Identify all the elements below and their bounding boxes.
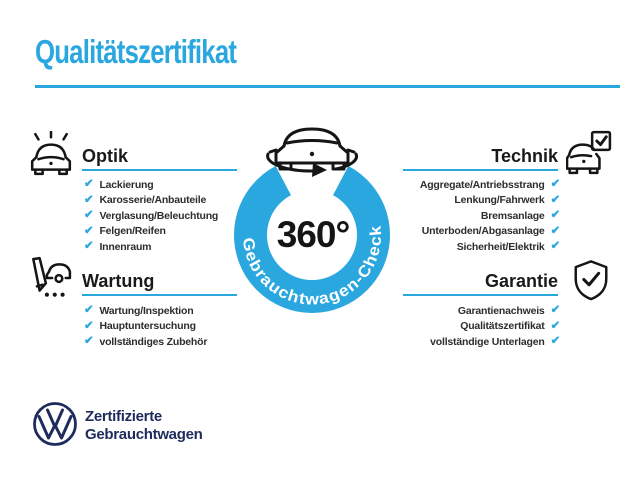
checklist-item — [84, 177, 218, 193]
section-heading-wartung: Wartung — [82, 271, 155, 291]
checklist-item-label: Sicherheit/Elektrik — [456, 240, 545, 253]
checklist-item — [457, 239, 560, 255]
check-icon: ✔ — [550, 319, 560, 332]
checklist-item-label: Bremsanlage — [480, 209, 545, 222]
footer-line2: Gebrauchtwagen — [85, 425, 203, 443]
checklist-item-label: Karosserie/Anbauteile — [99, 194, 207, 207]
checklist-item — [84, 193, 218, 209]
section-heading-garantie: Garantie — [484, 271, 558, 291]
checklist-item — [84, 224, 218, 240]
garantie-checklist — [430, 303, 560, 350]
check-icon: ✔ — [84, 224, 94, 237]
checklist-item — [84, 208, 218, 224]
shield-check-icon — [570, 259, 612, 301]
checklist-item — [430, 334, 560, 350]
checklist-item-label: Aggregate/Antriebsstrang — [419, 178, 545, 191]
vw-logo — [32, 401, 78, 447]
checklist-item — [454, 193, 560, 209]
check-icon: ✔ — [550, 304, 560, 316]
check-icon: ✔ — [84, 209, 94, 221]
check-icon: ✔ — [550, 209, 560, 221]
check-icon: ✔ — [84, 240, 94, 252]
check-icon: ✔ — [84, 193, 94, 206]
check-icon: ✔ — [550, 178, 560, 190]
technik-divider — [403, 169, 558, 171]
checklist-item — [84, 303, 207, 319]
checklist-item-label: Lackierung — [99, 178, 154, 191]
check-icon: ✔ — [550, 240, 560, 252]
checklist-item — [420, 177, 560, 193]
check-icon: ✔ — [550, 224, 560, 237]
checklist-item — [84, 319, 207, 335]
garantie-divider — [403, 294, 558, 296]
title-divider — [35, 85, 620, 88]
checklist-item-label: vollständige Unterlagen — [430, 335, 545, 348]
check-icon: ✔ — [84, 178, 94, 190]
checklist-item-label: Garantienachweis — [457, 304, 545, 317]
ring-label: Gebrauchtwagen-Check — [238, 225, 386, 309]
checklist-item — [84, 239, 218, 255]
checklist-item — [422, 224, 560, 240]
page-title: Qualitätszertifikat — [35, 33, 237, 70]
checklist-item — [458, 303, 560, 319]
section-heading-technik: Technik — [491, 146, 558, 166]
checklist-item-label: vollständiges Zubehör — [99, 335, 208, 348]
check-icon: ✔ — [84, 335, 94, 347]
checklist-item-label: Qualitätszertifikat — [460, 320, 545, 333]
car-headlights-icon — [28, 131, 74, 177]
wartung-checklist — [84, 303, 207, 350]
check-icon: ✔ — [84, 319, 94, 332]
degree-label: 360° — [276, 214, 350, 255]
checklist-item-label: Wartung/Inspektion — [99, 304, 194, 317]
checklist-item — [481, 208, 560, 224]
footer-line1: Zertifizierte — [85, 408, 162, 425]
check-icon: ✔ — [550, 193, 560, 206]
360-check-emblem — [212, 110, 412, 365]
footer-brand-text — [85, 408, 203, 443]
section-heading-optik: Optik — [82, 146, 129, 166]
checklist-item-label: Felgen/Reifen — [99, 225, 166, 238]
check-icon: ✔ — [550, 335, 560, 347]
checklist-item — [460, 319, 560, 335]
check-icon: ✔ — [84, 304, 94, 316]
optik-checklist — [84, 177, 218, 255]
pencil-car-icon — [26, 256, 72, 302]
checklist-item-label: Hauptuntersuchung — [99, 320, 196, 333]
checklist-item-label: Verglasung/Beleuchtung — [99, 209, 219, 222]
checklist-item — [84, 334, 207, 350]
checklist-item-label: Unterboden/Abgasanlage — [421, 225, 545, 238]
checklist-item-label: Lenkung/Fahrwerk — [454, 194, 545, 207]
checklist-item-label: Innenraum — [99, 240, 152, 253]
technik-checklist — [420, 177, 560, 255]
car-checklist-icon — [566, 130, 612, 176]
